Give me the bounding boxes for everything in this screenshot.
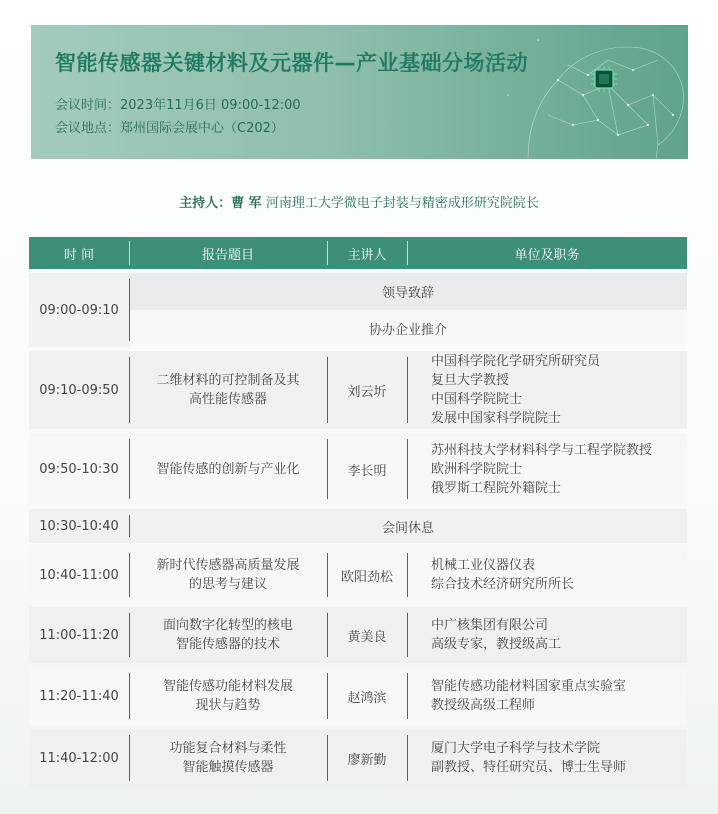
merged-cell [129, 273, 687, 347]
time-cell: 10:40-11:00 [39, 567, 119, 583]
affiliation-line: 机械工业仪器仪表 [431, 558, 536, 573]
time-cell: 09:00-09:10 [39, 302, 119, 318]
affiliation-line: 中国科学院院士 [431, 392, 523, 407]
event-location: 会议地点：郑州国际会展中心（C202） [55, 121, 284, 136]
host-title: 河南理工大学微电子封装与精密成形研究院院长 [265, 196, 539, 211]
topic-line: 新时代传感器高质量发展 [156, 558, 300, 573]
affiliation-line: 中广核集团有限公司 [431, 618, 549, 633]
header-time: 时 间 [63, 247, 95, 263]
event-time: 会议时间：2023年11月6日 09:00-12:00 [55, 98, 301, 113]
affiliation-line: 副教授、特任研究员、博士生导师 [431, 760, 627, 775]
affiliation-line: 厦门大学电子科学与技术学院 [431, 741, 601, 756]
affiliation-cell [407, 729, 687, 787]
table-row [29, 273, 687, 347]
time-cell: 09:50-10:30 [39, 461, 119, 477]
table-row [29, 667, 687, 725]
affiliation-line: 苏州科技大学材料科学与工程学院教授 [431, 442, 653, 458]
affiliation-line: 智能传感功能材料国家重点实验室 [431, 679, 627, 694]
time-cell: 11:20-11:40 [39, 688, 119, 704]
affiliation-cell [407, 667, 687, 725]
event-title: 智能传感器关键材料及元器件—产业基础分场活动 [55, 51, 528, 75]
agenda-item: 协办企业推介 [129, 310, 687, 347]
topic-cell [129, 433, 327, 505]
affiliation-line: 欧洲科学院院士 [431, 461, 523, 477]
table-row [29, 729, 687, 787]
affiliation-line: 中国科学院化学研究所研究员 [431, 354, 601, 369]
speaker-cell: 赵鸿滨 [327, 667, 407, 725]
chip-icon [590, 65, 618, 93]
topic-line: 智能传感的创新与产业化 [156, 461, 300, 477]
schedule-table [29, 237, 687, 787]
affiliation-cell [407, 547, 687, 603]
affiliation-line: 发展中国家科学院院士 [431, 411, 562, 426]
topic-cell [129, 607, 327, 663]
agenda-item: 领导致辞 [129, 273, 687, 310]
table-row [29, 547, 687, 603]
table-row [29, 607, 687, 663]
topic-cell [129, 351, 327, 429]
table-row [29, 351, 687, 429]
speaker-cell: 廖新勤 [327, 729, 407, 787]
digital-head-icon [488, 25, 688, 159]
header-affiliation: 单位及职务 [407, 237, 687, 269]
speaker-cell: 李长明 [327, 433, 407, 505]
topic-line: 智能传感器的技术 [175, 637, 280, 652]
host-name: 主持人：曹 军 [179, 196, 262, 211]
topic-line: 智能触摸传感器 [182, 760, 274, 775]
header-speaker: 主讲人 [327, 237, 407, 269]
affiliation-line: 高级专家，教授级高工 [431, 637, 562, 652]
header-topic: 报告题目 [129, 237, 327, 269]
topic-line: 面向数字化转型的核电 [162, 618, 293, 633]
topic-line: 二维材料的可控制备及其 [156, 373, 300, 388]
topic-cell [129, 667, 327, 725]
event-banner [31, 25, 688, 159]
topic-line: 现状与趋势 [195, 698, 261, 713]
host-line [0, 192, 718, 211]
topic-line: 高性能传感器 [188, 392, 267, 407]
table-row [29, 509, 687, 543]
speaker-cell: 黄美良 [327, 607, 407, 663]
topic-cell [129, 729, 327, 787]
affiliation-cell [407, 351, 687, 429]
table-header [29, 237, 687, 269]
affiliation-line: 教授级高级工程师 [431, 698, 536, 713]
speaker-cell: 刘云圻 [327, 351, 407, 429]
affiliation-cell [407, 607, 687, 663]
time-cell: 09:10-09:50 [39, 382, 119, 398]
topic-cell [129, 547, 327, 603]
affiliation-line: 复旦大学教授 [431, 373, 510, 388]
speaker-cell: 欧阳劲松 [327, 547, 407, 603]
time-cell: 11:40-12:00 [39, 750, 119, 766]
time-cell: 11:00-11:20 [39, 627, 119, 643]
table-row [29, 433, 687, 505]
break-cell: 会间休息 [129, 509, 687, 543]
time-cell: 10:30-10:40 [39, 518, 119, 534]
affiliation-line: 俄罗斯工程院外籍院士 [431, 480, 562, 496]
topic-line: 功能复合材料与柔性 [169, 741, 287, 756]
topic-line: 的思考与建议 [188, 577, 267, 592]
affiliation-line: 综合技术经济研究所所长 [431, 577, 575, 592]
affiliation-cell [407, 433, 687, 505]
topic-line: 智能传感功能材料发展 [162, 679, 293, 694]
